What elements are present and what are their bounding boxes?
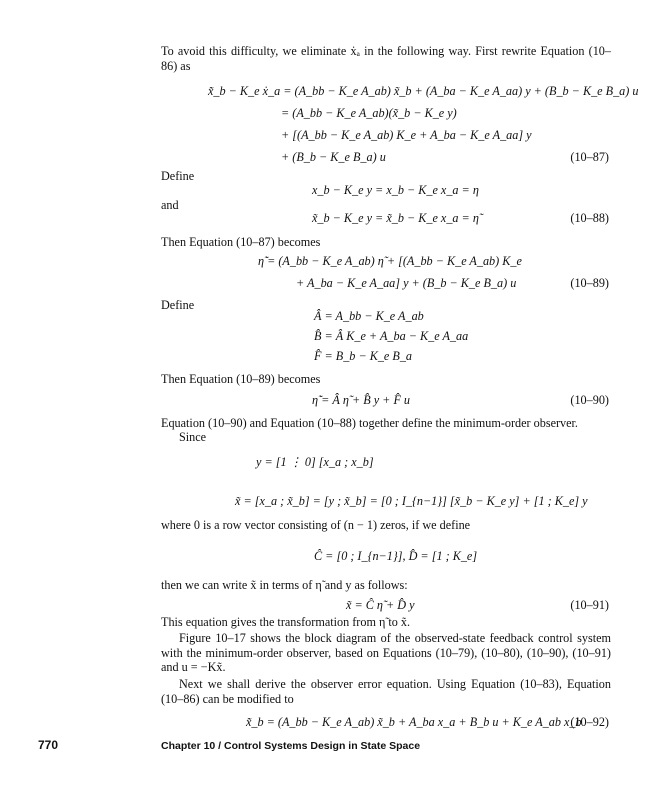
equation-10-87-line3: + [(A_bb − K_e A_ab) K_e + A_ba − K_e A_aa] y (281, 128, 532, 142)
equation-10-87-line4: + (B_b − K_e B_a) u (281, 150, 386, 164)
equation-number-10-92: (10–92) (570, 715, 609, 729)
equation-C-D-hat: Ĉ = [0 ; I_{n−1}], D̂ = [1 ; K_e] (314, 549, 478, 563)
equation-number-10-91: (10–91) (570, 598, 609, 612)
equation-define-A-hat: Â = A_bb − K_e A_ab (314, 309, 424, 323)
equation-10-90: η̃̇ = Â η̃ + B̂ y + F̂ u (312, 393, 411, 407)
equation-10-91: x̃ = Ĉ η̃ + D̂ y (346, 598, 415, 612)
paragraph-then-write: then we can write x̃ in terms of η̃ and y as follows: (161, 578, 408, 592)
equation-define-B-hat: B̂ = Â K_e + A_ba − K_e A_aa (314, 329, 469, 343)
paragraph-next: Next we shall derive the observer error equation. Using Equation (10–83), Equation (10–86) can be modified to (161, 677, 611, 706)
paragraph-where: where 0 is a row vector consisting of (n − 1) zeros, if we define (161, 518, 471, 532)
equation-10-89-line2: + A_ba − K_e A_aa] y + (B_b − K_e B_a) u (296, 276, 517, 290)
equation-10-88: x̃_b − K_e y = x̃_b − K_e x_a = η̃ (312, 211, 479, 225)
page-number: 770 (38, 738, 59, 752)
label-define-2: Define (161, 298, 195, 312)
label-define-1: Define (161, 169, 195, 183)
equation-y-partition: y = [1 ⋮ 0] [x_a ; x_b] (256, 455, 374, 469)
label-since: Since (179, 430, 207, 444)
paragraph-transformation: This equation gives the transformation from η̃ to x̃. (161, 615, 411, 629)
equation-10-87-line2: = (A_bb − K_e A_ab)(x̃_b − K_e y) (281, 106, 457, 120)
equation-number-10-87: (10–87) (570, 150, 609, 164)
paragraph-figure-reference: Figure 10–17 shows the block diagram of the observed-state feedback control system with the minimum-order observer, based on Equations (10–79), (10–80), (10–90), (10–91) and u = −Kx̃. (161, 631, 611, 675)
label-then-1: Then Equation (10–87) becomes (161, 235, 321, 249)
chapter-footer: Chapter 10 / Control Systems Design in State Space (161, 740, 421, 752)
equation-x-tilde-expansion: x̃ = [x_a ; x̃_b] = [y ; x̃_b] = [0 ; I_{n−1}] [x̃_b − K_e y] + [1 ; K_e] y (235, 494, 588, 508)
label-and: and (161, 198, 179, 212)
paragraph-intro: To avoid this difficulty, we eliminate ẋₐ in the following way. First rewrite Equation (10–86) as (161, 44, 611, 73)
equation-10-87-line1: x̃̇_b − K_e ẋ_a = (A_bb − K_e A_ab) x̃_b + (A_ba − K_e A_aa) y + (B_b − K_e B_a) u (208, 84, 639, 98)
equation-number-10-90: (10–90) (570, 393, 609, 407)
equation-10-92: x̃̇_b = (A_bb − K_e A_ab) x̃_b + A_ba x_a + B_b u + K_e A_ab x_b (246, 715, 582, 729)
equation-number-10-89: (10–89) (570, 276, 609, 290)
equation-define-F-hat: F̂ = B_b − K_e B_a (314, 349, 413, 363)
paragraph-together: Equation (10–90) and Equation (10–88) together define the minimum-order observer. (161, 416, 578, 430)
label-then-2: Then Equation (10–89) becomes (161, 372, 321, 386)
equation-number-10-88: (10–88) (570, 211, 609, 225)
equation-10-89-line1: η̃̇ = (A_bb − K_e A_ab) η̃ + [(A_bb − K_e A_ab) K_e (258, 254, 522, 268)
equation-define-eta: x_b − K_e y = x_b − K_e x_a = η (312, 183, 479, 197)
